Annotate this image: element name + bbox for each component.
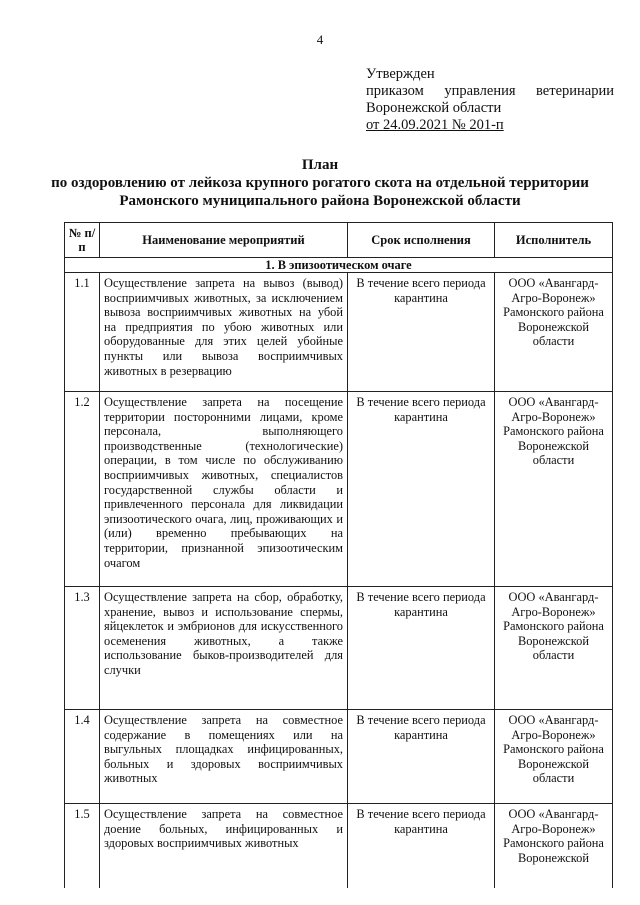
approval-word: управления: [444, 83, 516, 99]
table-row: [65, 392, 613, 587]
row-executor: ООО «Авангард-Агро-Воронеж» Рамонского района Воронежской области: [495, 587, 613, 710]
approval-line-2: [366, 83, 614, 100]
row-executor: ООО «Авангард-Агро-Воронеж» Рамонского района Воронежской области: [495, 710, 613, 804]
header-term: Срок исполнения: [348, 223, 495, 258]
section-title: 1. В эпизоотическом очаге: [65, 258, 613, 273]
document-title: План: [301, 157, 339, 173]
row-number: 1.3: [65, 587, 100, 710]
row-executor: ООО «Авангард-Агро-Воронеж» Рамонского района Воронежской области: [495, 273, 613, 392]
header-num: № п/п: [65, 223, 100, 258]
approval-date: от 24.09.2021 № 201-п: [366, 117, 504, 133]
section-row: [65, 258, 613, 273]
header-name: Наименование мероприятий: [100, 223, 348, 258]
row-measure: Осуществление запрета на вывоз (вывод) восприимчивых животных, за исключением вывоза восприимчивых животных на убой на предприятия по убою животных или оборудованные для этих целей убойные пункты или вывоза восприимчивых животных в резервацию: [100, 273, 348, 392]
approval-line-1: Утвержден: [366, 66, 435, 82]
approval-line-3: Воронежской области: [366, 100, 502, 116]
row-term: В течение всего периода карантина: [348, 273, 495, 392]
row-number: 1.2: [65, 392, 100, 587]
table-row: [65, 273, 613, 392]
row-executor: ООО «Авангард-Агро-Воронеж» Рамонского района Воронежской области: [495, 392, 613, 587]
document-subtitle-line-2: Рамонского муниципального района Воронежской области: [119, 193, 521, 209]
row-measure: Осуществление запрета на сбор, обработку, хранение, вывоз и использование спермы, яйцеклеток и эмбрионов для искусственного осеменения животных, а также использование быков-производителей для случки: [100, 587, 348, 710]
page-number: 4: [316, 32, 324, 47]
approval-word: приказом: [366, 83, 424, 99]
table-row: [65, 587, 613, 710]
plan-table: [64, 222, 613, 888]
approval-word: ветеринарии: [536, 83, 614, 99]
approval-block: [366, 66, 614, 134]
header-executor: Исполнитель: [495, 223, 613, 258]
row-number: 1.1: [65, 273, 100, 392]
row-measure: Осуществление запрета на совместное содержание в помещениях или на выгульных площадках инфицированных, больных и здоровых восприимчивых животных: [100, 710, 348, 804]
table-row: [65, 804, 613, 889]
document-subtitle-line-1: по оздоровлению от лейкоза крупного рогатого скота на отдельной территории: [51, 175, 589, 191]
row-term: В течение всего периода карантина: [348, 392, 495, 587]
row-number: 1.4: [65, 710, 100, 804]
row-term: В течение всего периода карантина: [348, 587, 495, 710]
table-row: [65, 710, 613, 804]
row-measure: Осуществление запрета на посещение территории посторонними лицами, кроме персонала, выполняющего производственные (технологические) операции, в том числе по обслуживанию восприимчивых животных, специалистов государственной службы области и привлеченного персонала для ликвидации эпизоотического очага, лиц, проживающих и (или) временно пребывающих на территории, признанной эпизоотическим очагом: [100, 392, 348, 587]
table-header-row: [65, 223, 613, 258]
row-executor: ООО «Авангард-Агро-Воронеж» Рамонского района Воронежской: [495, 804, 613, 889]
row-term: В течение всего периода карантина: [348, 804, 495, 889]
row-number: 1.5: [65, 804, 100, 889]
row-measure: Осуществление запрета на совместное доение больных, инфицированных и здоровых восприимчивых животных: [100, 804, 348, 889]
row-term: В течение всего периода карантина: [348, 710, 495, 804]
